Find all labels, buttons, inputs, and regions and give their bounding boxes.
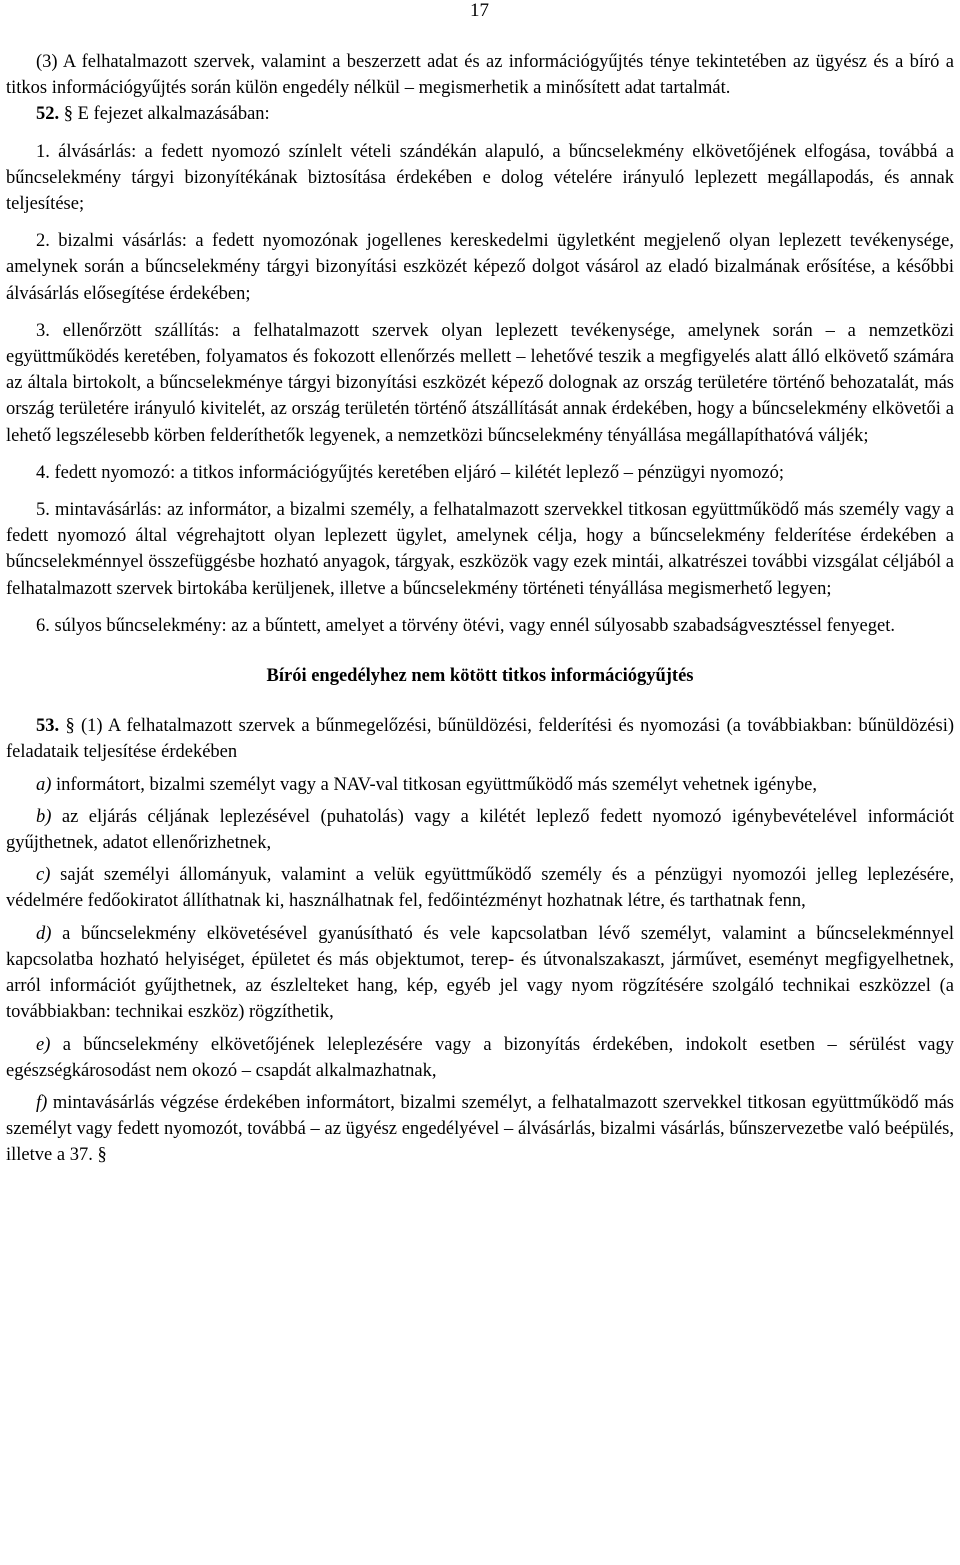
item-letter: e) <box>36 1034 51 1055</box>
item-letter: a) <box>36 774 52 795</box>
item-text: mintavásárlás végzése érdekében informátort, bizalmi személyt, a felhatalmazott szervekkel titkosan együttműködő más személyt vagy fedett nyomozót, továbbá – az ügyész engedélyével – álvásárlás, bizalmi vásárlás, bűnszervezetbe való beépülés, illetve a 37. § <box>6 1092 954 1166</box>
item-letter: f) <box>36 1092 48 1113</box>
list-item-d <box>6 921 954 1026</box>
section-52-number: 52. <box>36 104 60 125</box>
list-item-a <box>6 772 954 798</box>
section-53-intro <box>6 713 954 765</box>
definition-4: 4. fedett nyomozó: a titkos információgyűjtés keretében eljáró – kilétét leplező – pénzügyi nyomozó; <box>36 462 784 483</box>
section-sign-icon: § <box>63 104 73 125</box>
item-letter: c) <box>36 865 51 886</box>
page-number: 17 <box>470 0 489 21</box>
list-item-f <box>6 1090 954 1169</box>
definition-2: 2. bizalmi vásárlás: a fedett nyomozónak jogellenes kereskedelmi ügyletként megjelenő olyan leplezett tevékenysége, amelynek során a bűncselekmény tárgyi bizonyítási eszközét képező dolgot vásárol az eladó bizalmának erősítése, a későbbi álvásárlás elősegítése érdekében; <box>6 231 954 304</box>
item-letter: b) <box>36 806 52 827</box>
list-item-b <box>6 804 954 856</box>
section-53-intro-text: (1) A felhatalmazott szervek a bűnmegelőzési, bűnüldözési, felderítési és nyomozási (a továbbiakban: bűnüldözési) feladataik teljesítése érdekében <box>6 716 955 763</box>
definition-6: 6. súlyos bűncselekmény: az a bűntett, amelyet a törvény ötévi, vagy ennél súlyosabb szabadságvesztéssel fenyeget. <box>36 615 895 636</box>
item-text: saját személyi állományuk, valamint a velük együttműködő személy és a pénzügyi nyomozói jelleg leplezésére, védelmére fedőokiratot állíthatnak ki, használhatnak fel, fedőintézményt hozhatnak létre, és tarthatnak fenn, <box>6 865 954 912</box>
item-text: az eljárás céljának leplezésével (puhatolás) vagy a kilétét leplező fedett nyomozó igénybevételével információt gyűjthetnek, adatot ellenőrizhetnek, <box>6 806 955 854</box>
document-body <box>6 49 954 1169</box>
definition-3: 3. ellenőrzött szállítás: a felhatalmazott szervek olyan leplezett tevékenysége, amelynek során – a nemzetközi együttműködés keretében, folyamatos és fokozott ellenőrzés mellett – lehetővé teszik a megfigyelés alatt álló elkövető számára az általa birtokolt, a bűncselekménye tárgyi bizonyítási eszközét képező dolognak az ország területére történő behozatalát, más ország területére irányuló kivitelét, az ország területén történő átszállítását annak érdekében, hogy a bűncselekmény elkövetői a lehető legszélesebb körben felderíthetők legyenek, a nemzetközi bűncselekmény tényállása megállapíthatóvá váljék; <box>6 320 954 446</box>
section-52-header <box>6 101 954 127</box>
paragraph-3: (3) A felhatalmazott szervek, valamint a beszerzett adat és az információgyűjtés ténye tekintetében az ügyész és a bíró a titkos információgyűjtés során külön engedély nélkül – megismerhetik a minősített adat tartalmát. <box>6 52 954 99</box>
item-text: informátort, bizalmi személyt vagy a NAV-val titkosan együttműködő más személyt vehetnek igénybe, <box>56 774 817 795</box>
item-text: a bűncselekmény elkövetésével gyanúsítható és vele kapcsolatban lévő személyt, valamint a bűncselekménnyel kapcsolatba hozható helyiséget, épületet és más objektumot, terep- és útvonalszakaszt, járművet, eseményt megfigyelhetnek, arról információt gyűjthetnek, az észlelteket hang, kép, egyéb jel vagy nyom rögzítésére szolgáló technikai eszközzel (a továbbiakban: technikai eszköz) rögzíthetik, <box>6 923 954 1023</box>
section-52-title: E fejezet alkalmazásában: <box>77 104 270 125</box>
list-item-e <box>6 1032 954 1084</box>
definition-5: 5. mintavásárlás: az informátor, a bizalmi személy, a felhatalmazott szervekkel titkosan együttműködő más személy vagy a fedett nyomozó által végrehajtott olyan leplezett ügylet, amelynek célja, hogy a bűncselekmény felderítése érdekében a bűncselekménnyel összefüggésbe hozható anyagok, tárgyak, eszközök vagy ezek mintái, alkatrészei további vizsgálat céljából a felhatalmazott szervek birtokába kerüljenek, illetve a bűncselekmény történeti tényállása megismerhető legyen; <box>6 500 954 599</box>
section-sign-icon: § <box>65 716 75 737</box>
section-53-number: 53. <box>36 716 60 737</box>
list-item-c <box>6 862 954 914</box>
section-heading: Bírói engedélyhez nem kötött titkos információgyűjtés <box>266 666 694 687</box>
definition-1: 1. álvásárlás: a fedett nyomozó színlelt vételi szándékán alapuló, a bűncselekmény elkövetőjének elfogása, továbbá a bűncselekmény tárgyi bizonyítékának biztosítása érdekében e dolog vételére irányuló leplezett megállapodás, és annak teljesítése; <box>6 141 954 215</box>
item-text: a bűncselekmény elkövetőjének leleplezésére vagy a bizonyítás érdekében, indokolt esetben – sérülést vagy egészségkárosodást nem okozó – csapdát alkalmazhatnak, <box>6 1034 954 1081</box>
item-letter: d) <box>36 923 52 944</box>
